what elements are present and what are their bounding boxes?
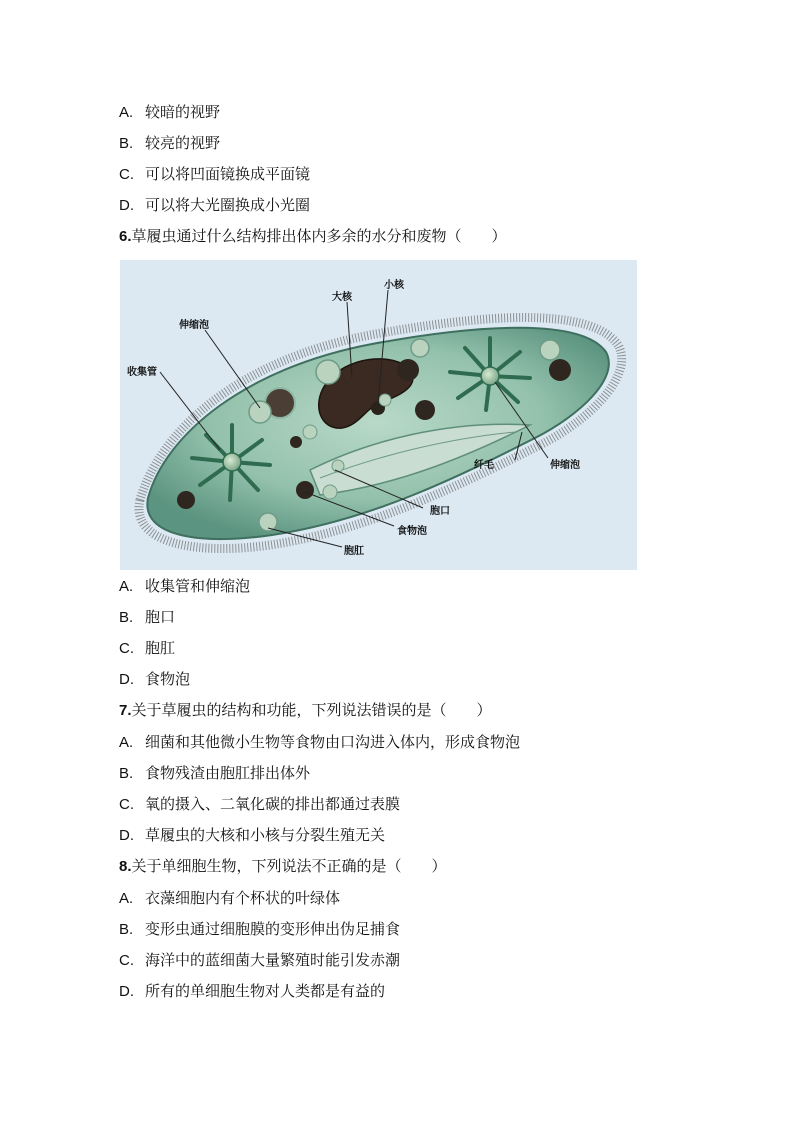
label-contractile-vacuole-right: 伸缩泡 [550,460,580,471]
q5-option-c [119,164,310,185]
label-food-vacuole: 食物泡 [397,526,427,537]
q5-option-a-letter: A. [119,104,134,121]
label-macronucleus: 大核 [332,292,352,303]
q5-option-d-text: 可以将大光圈换成小光圈 [145,196,311,214]
q6-option-b-text: 胞口 [145,608,176,626]
q7-option-c-text: 氧的摄入、二氧化碳的排出都通过表膜 [145,795,401,813]
q6-option-a-text: 收集管和伸缩泡 [145,577,251,595]
paramecium-diagram [120,260,637,570]
q5-option-b-text: 较亮的视野 [145,134,221,152]
q7-stem-text: 关于草履虫的结构和功能，下列说法错误的是（ ） [131,701,492,719]
q8-option-c [119,950,400,971]
q6-option-c [119,638,175,659]
q8-option-a [119,888,340,909]
label-cilia: 纤毛 [474,460,494,471]
q6-stem [119,226,507,247]
label-collecting-canal: 收集管 [127,367,157,378]
q8-option-d [119,981,385,1002]
q6-option-a-letter: A. [119,578,134,595]
q8-stem [119,856,447,877]
q8-stem-text: 关于单细胞生物，下列说法不正确的是（ ） [131,857,447,875]
q6-option-a [119,576,250,597]
q7-number: 7. [119,702,132,719]
q8-option-b-letter: B. [119,921,134,938]
q6-option-d [119,669,190,690]
q5-option-d-letter: D. [119,197,134,214]
q7-option-a-text: 细菌和其他微小生物等食物由口沟进入体内，形成食物泡 [145,733,521,751]
q7-option-a-letter: A. [119,734,134,751]
q7-option-b-letter: B. [119,765,134,782]
q8-option-d-text: 所有的单细胞生物对人类都是有益的 [145,982,386,1000]
label-oral-groove: 胞口 [430,506,450,517]
q6-stem-text: 草履虫通过什么结构排出体内多余的水分和废物（ ） [131,227,507,245]
q7-stem [119,700,492,721]
q7-option-c-letter: C. [119,796,134,813]
label-contractile-vacuole-left: 伸缩泡 [179,320,209,331]
q5-option-b [119,133,220,154]
q6-number: 6. [119,228,132,245]
q6-option-b [119,607,175,628]
q6-option-c-letter: C. [119,640,134,657]
q7-option-d-letter: D. [119,827,134,844]
q7-option-b-text: 食物残渣由胞肛排出体外 [145,764,311,782]
q7-option-d-text: 草履虫的大核和小核与分裂生殖无关 [145,826,386,844]
q5-option-d [119,195,310,216]
q5-option-a-text: 较暗的视野 [145,103,221,121]
q8-number: 8. [119,858,132,875]
q6-option-c-text: 胞肛 [145,639,176,657]
label-anal-pore: 胞肛 [344,546,364,557]
q6-option-d-letter: D. [119,671,134,688]
label-micronucleus: 小核 [384,280,404,291]
q8-option-b [119,919,400,940]
q8-option-c-letter: C. [119,952,134,969]
q5-option-b-letter: B. [119,135,134,152]
q7-option-b [119,763,310,784]
q5-option-a [119,102,220,123]
q6-option-d-text: 食物泡 [145,670,191,688]
q8-option-b-text: 变形虫通过细胞膜的变形伸出伪足捕食 [145,920,401,938]
q7-option-c [119,794,400,815]
q8-option-a-text: 衣藻细胞内有个杯状的叶绿体 [145,889,341,907]
q5-option-c-text: 可以将凹面镜换成平面镜 [145,165,311,183]
q7-option-d [119,825,385,846]
q8-option-a-letter: A. [119,890,134,907]
q7-option-a [119,732,520,753]
q8-option-c-text: 海洋中的蓝细菌大量繁殖时能引发赤潮 [145,951,401,969]
q5-option-c-letter: C. [119,166,134,183]
q6-option-b-letter: B. [119,609,134,626]
q8-option-d-letter: D. [119,983,134,1000]
